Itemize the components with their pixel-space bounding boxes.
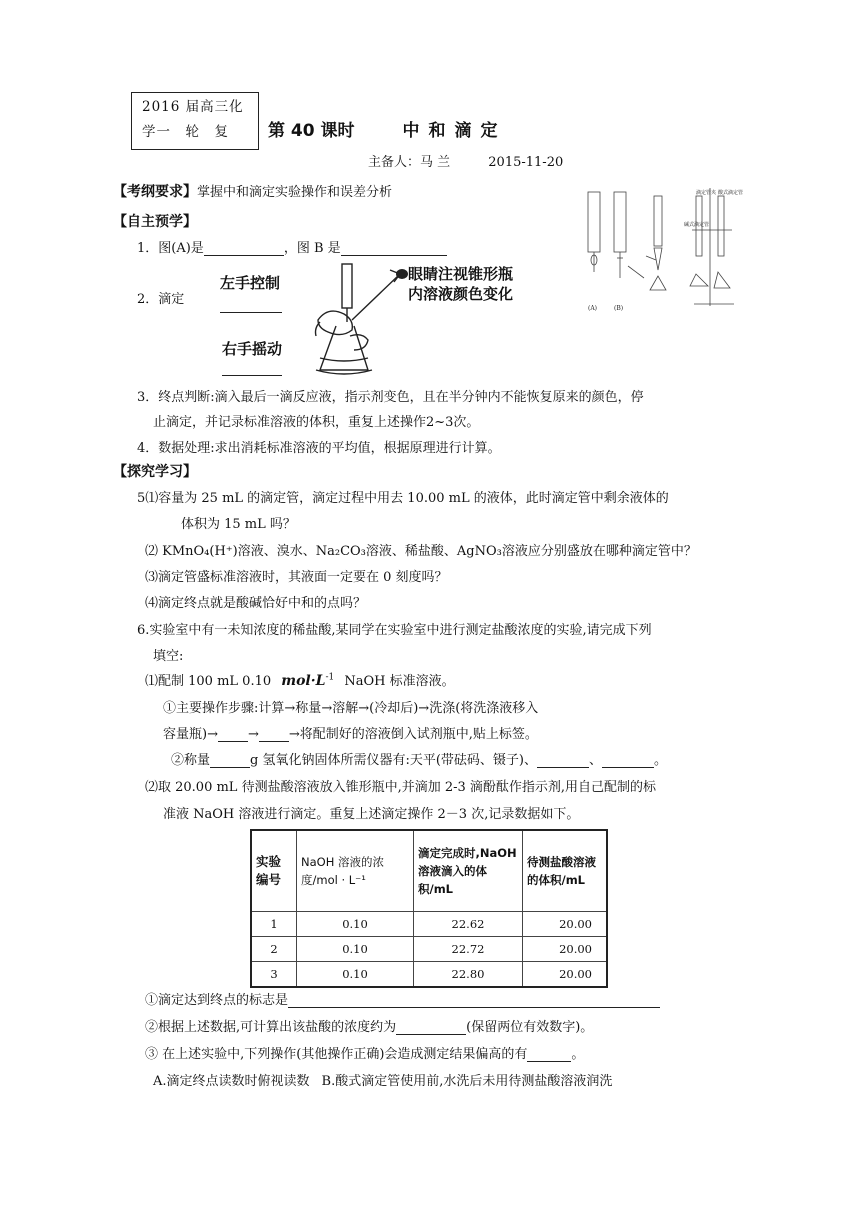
table-cell: 22.72 (414, 937, 523, 962)
figure-label-clamp: 滴定管夹 (696, 190, 717, 196)
preview-section-label: 【自主预学】 (113, 214, 197, 230)
arrow: → (284, 701, 296, 716)
question-6a: 6.实验室中有一未知浓度的稀盐酸,某同学在实验室中进行测定盐酸浓度的实验,请完成下列 (137, 623, 652, 638)
titration-hand-illustration (290, 262, 410, 382)
q6-1-unit: mol·L (281, 673, 326, 689)
answer-3-text: ③ 在上述实验中,下列操作(其他操作正确)会造成测定结果偏高的有 (145, 1047, 528, 1062)
question-2-label: 2．滴定 (137, 292, 185, 307)
answer-line (222, 375, 282, 376)
question-5-4: ⑷滴定终点就是酸碱恰好中和的点吗？ (145, 596, 367, 611)
syllabus-line (113, 181, 392, 201)
table-cell: 0.10 (297, 937, 414, 962)
question-3-line1: 3．终点判断:滴入最后一滴反应液，指示剂变色，且在半分钟内不能恢复原来的颜色，停 (137, 390, 644, 405)
author-line (368, 151, 563, 170)
figure-label-a: (A) (588, 305, 598, 312)
step-1-weigh: 称量 (295, 701, 322, 716)
q6-1-mark: 。 (441, 674, 455, 689)
syllabus-label: 【考纲要求】 (113, 184, 197, 200)
table-row (251, 912, 607, 937)
table-cell: 0.10 (297, 912, 414, 937)
step-3-line (171, 749, 667, 768)
arrow: → (247, 727, 259, 742)
step-1-calc: ①主要操作步骤:计算 (163, 701, 285, 716)
question-6-1 (145, 670, 455, 689)
question-6-2b-text: 准液 NaOH 溶液进行滴定。重复上述滴定操作 2－3 次,记录数据如下。 (163, 807, 580, 822)
option-a: A.滴定终点读数时俯视读数 (153, 1074, 310, 1089)
answer-blank[interactable] (396, 1020, 466, 1035)
figure-label-base-burette: 碱式滴定管 (684, 222, 710, 228)
answer-2-line (145, 1016, 593, 1035)
table-header: 滴定完成时,NaOH 溶液滴入的体积/mL (414, 830, 523, 912)
answer-line (220, 312, 282, 313)
answer-blank[interactable] (527, 1047, 571, 1062)
data-table (250, 829, 608, 988)
course-info-box (131, 92, 259, 150)
table-cell: 3 (251, 962, 297, 988)
table-cell: 22.80 (414, 962, 523, 988)
step-3-instruments: g 氢氧化钠固体所需仪器有:天平(带砝码、镊子)、 (250, 753, 537, 768)
step-3-weigh: ②称量 (171, 753, 211, 768)
table-cell: 20.00 (523, 937, 608, 962)
answer-2-text: ②根据上述数据,可计算出该盐酸的浓度约为 (145, 1020, 397, 1035)
table-cell: 0.10 (297, 962, 414, 988)
question-3-line2: 止滴定，并记录标准溶液的体积，重复上述操作2~3次。 (153, 415, 480, 430)
step-1-dissolve: 溶解 (332, 701, 359, 716)
burette-figure (584, 186, 744, 316)
arrow: → (418, 701, 430, 716)
table-header: 待测盐酸溶液的体积/mL (523, 830, 608, 912)
arrow: → (207, 727, 218, 742)
question-5-2: ⑵ KMnO₄(H⁺)溶液、溴水、Na₂CO₃溶液、稀盐酸、AgNO₃溶液应分别盛放在哪种滴定管中？ (145, 544, 697, 559)
arrow: → (321, 701, 333, 716)
question-1-part-a: 1．图(A)是 (137, 241, 204, 256)
question-1-part-b: ，图 B 是 (283, 241, 341, 256)
table-header: 实验编号 (251, 830, 297, 912)
answer-blank[interactable] (341, 241, 447, 256)
figure-eye-line1: 眼睛注视锥形瓶 (408, 265, 514, 283)
table-cell: 2 (251, 937, 297, 962)
figure-eye-label (408, 264, 513, 304)
table-cell: 22.62 (414, 912, 523, 937)
answer-1-text: ①滴定达到终点的标志是 (145, 993, 289, 1008)
figure-label-b: (B) (614, 305, 624, 312)
question-6-2a: ⑵取 20.00 mL 待测盐酸溶液放入锥形瓶中,并滴加 2-3 滴酚酞作指示剂,用自己配制的标 (145, 780, 657, 795)
arrow: → (288, 727, 300, 742)
date: 2015-11-20 (488, 155, 564, 170)
answer-blank[interactable] (602, 753, 654, 768)
course-info-line1: 2016 届高三化 (142, 99, 244, 115)
table-cell: 1 (251, 912, 297, 937)
lesson-number: 第 40 课时 (268, 121, 355, 141)
question-6b: 填空: (153, 649, 184, 664)
figure-eye-line2: 内溶液颜色变化 (408, 285, 514, 303)
option-b: B.酸式滴定管使用前,水洗后未用待测盐酸溶液润洗 (321, 1074, 613, 1089)
figure-left-hand-label: 左手控制 (220, 274, 281, 292)
question-4: 4．数据处理:求出消耗标准溶液的平均值，根据原理进行计算。 (137, 441, 501, 456)
step-1-wash: 洗涤(将洗涤液移入 (429, 701, 539, 716)
step-2-line (163, 723, 538, 742)
q6-1-unit-exp: -1 (325, 672, 335, 683)
answer-blank[interactable] (218, 727, 248, 742)
figure-label-acid-burette: 酸式滴定管 (718, 190, 744, 196)
answer-blank[interactable] (537, 753, 589, 768)
syllabus-text: 掌握中和滴定实验操作和误差分析 (197, 185, 393, 200)
explore-section-label: 【探究学习】 (113, 464, 197, 480)
question-1 (137, 237, 447, 256)
answer-3-line (145, 1043, 584, 1062)
options-line (153, 1070, 612, 1089)
table-cell: 20.00 (523, 962, 608, 988)
answer-2-note: (保留两位有效数字)。 (466, 1020, 594, 1035)
table-cell: 20.00 (523, 912, 608, 937)
page-title (268, 116, 507, 141)
question-5-1a: 5⑴容量为 25 mL 的滴定管，滴定过程中用去 10.00 mL 的液体，此时滴定管中剩余液体的 (137, 491, 669, 506)
table-row (251, 962, 607, 988)
answer-blank[interactable] (210, 753, 250, 768)
step-2-text: 将配制好的溶液倒入试剂瓶中,贴上标签。 (299, 727, 538, 742)
step-3-sep: 、 (589, 753, 603, 768)
step-2-flask: 容量瓶) (163, 727, 208, 742)
question-5-1b: 体积为 15 mL 吗？ (181, 517, 296, 532)
step-3-end: 。 (654, 753, 668, 768)
answer-blank[interactable] (259, 727, 289, 742)
figure-right-hand-label: 右手摇动 (222, 340, 283, 358)
question-5-3: ⑶滴定管盛标准溶液时，其液面一定要在 0 刻度吗？ (145, 570, 448, 585)
lesson-topic: 中和滴定 (402, 121, 507, 141)
answer-1-line (145, 989, 660, 1008)
answer-3-end: 。 (571, 1047, 585, 1062)
table-row (251, 937, 607, 962)
answer-blank[interactable] (204, 241, 284, 256)
step-1-line (163, 697, 538, 716)
step-1-cool: (冷却后) (369, 701, 419, 716)
answer-blank[interactable] (288, 993, 660, 1008)
arrow: → (358, 701, 370, 716)
q6-1-text-end: NaOH 标准溶液 (344, 674, 442, 689)
course-info-line2: 学一 轮 复 (142, 124, 229, 140)
q6-1-text: ⑴配制 100 mL 0.10 (145, 674, 272, 689)
author: 主备人：马 兰 (368, 155, 451, 170)
table-header: NaOH 溶液的浓 度/mol · L⁻¹ (297, 830, 414, 912)
question-6-2b (163, 803, 579, 822)
table-header-row (251, 830, 607, 912)
